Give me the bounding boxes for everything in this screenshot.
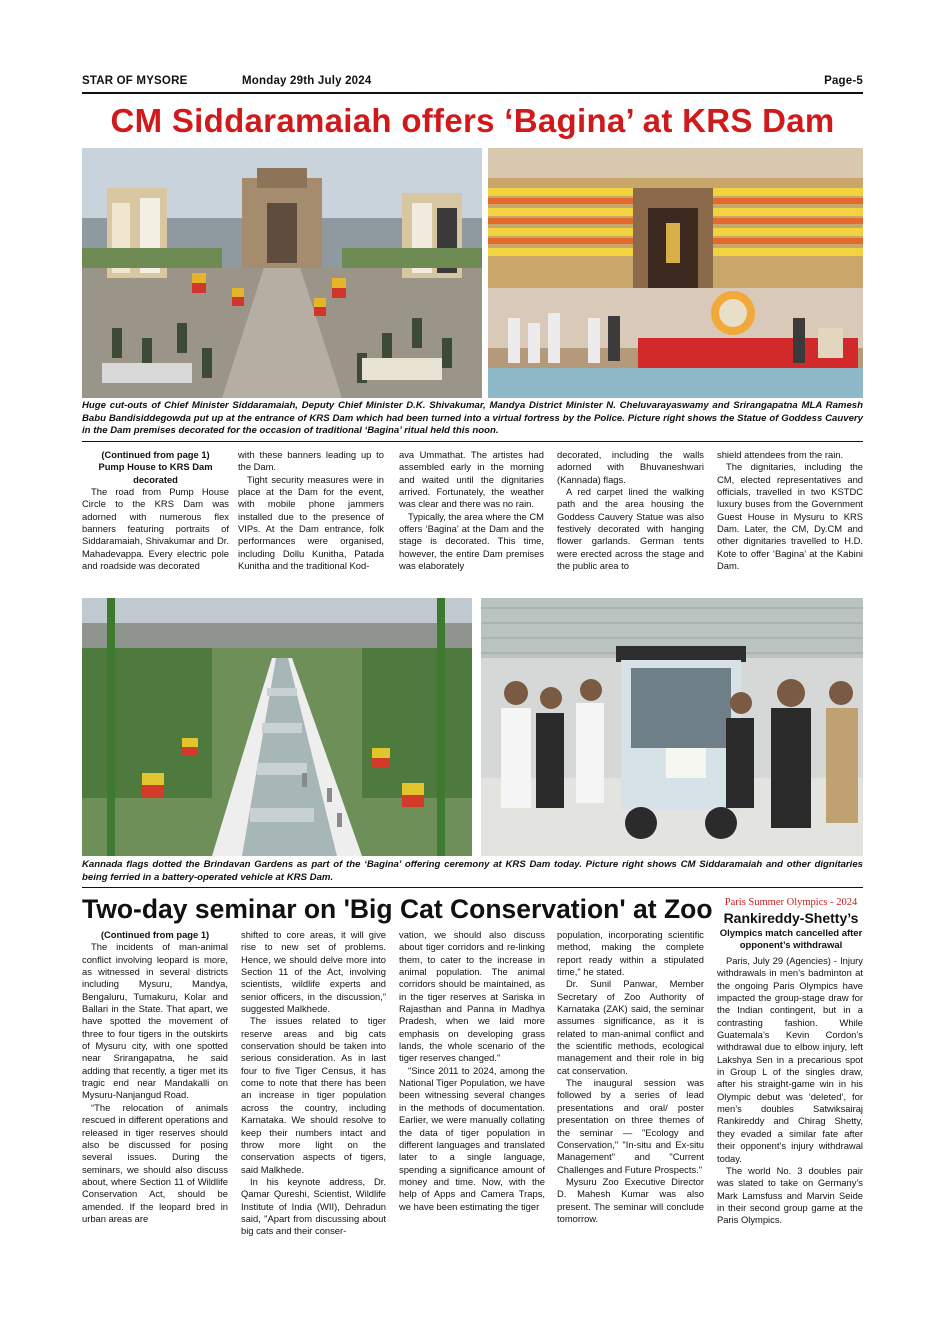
caption-rule-2 bbox=[82, 887, 863, 888]
story1-paragraph: shield attendees from the rain. bbox=[717, 449, 844, 460]
story1-subhead: Pump House to KRS Dam decorated bbox=[98, 461, 213, 485]
story2-headline: Two-day seminar on 'Big Cat Conservation' at Zoo bbox=[82, 894, 713, 924]
story2-column-3 bbox=[399, 929, 545, 1213]
paper-name: STAR OF MYSORE bbox=[82, 75, 188, 87]
story1-continued: (Continued from page 1) bbox=[101, 449, 210, 460]
story2-column-2 bbox=[241, 929, 386, 1238]
story1-paragraph: Tight security measures were in place at the Dam for the event, with mobile phone jammers installed due to the presence of VIPs. At the Dam entrance, folk performances were organised, including Dollu Kunitha, Patada Kunitha and the traditional Kod- bbox=[238, 473, 384, 572]
photo-caption-1: Huge cut-outs of Chief Minister Siddaramaiah, Deputy Chief Minister D.K. Shivakumar, Mandya District Minister N. Cheluvarayaswamy and Srirangapatna MLA Ramesh Babu Bandisiddegowda put up at the entrance of KRS Dam which had been turned into a virtual fortress by the Police. Picture right shows the Statue of Goddess Cauvery in the Dam premises decorated for the occasion of traditional ‘Bagina’ ritual held this noon. bbox=[82, 400, 863, 436]
story1-paragraph: The dignitaries, including the CM, elected representatives and officials, travelled in two KSTDC luxury buses from the Government Guest House in Mysuru to KRS Dam. Later, the CM, Dy.CM and other dignitaries travelled to H.D. Kote to offer ‘Bagina’ at the Kabini Dam. bbox=[717, 461, 863, 572]
story2-paragraph: vation, we should also discuss about tiger corridors and re-linking them, to cater to the increase in animal population. The animal corridors should be maintained, as in the tiger reserves at Sariska in Rajasthan and Panna in Madhya Pradesh, when we laid more emphasis on developing grass lands, the whole scenario of the tiger reserves changed." bbox=[399, 929, 545, 1064]
story1-paragraph: Typically, the area where the CM offers ‘Bagina’ at the Dam and the stage is decorated. This time, however, the entire Dam premises was elaborately bbox=[399, 510, 544, 572]
caption-rule-1 bbox=[82, 441, 863, 442]
story2-column-1 bbox=[82, 929, 228, 1225]
sidebar-paragraph: The world No. 3 doubles pair was slated to take on Germany’s Mark Lamsfuss and Marvin Seide in their second group game at the Paris Olympics. bbox=[717, 1164, 863, 1226]
story2-paragraph: Dr. Sunil Panwar, Member Secretary of Zoo Authority of Karnataka (ZAK) said, the seminar assumes significance, as it is related to man-animal conflict and the scientific methods, ecological management and their role in big cat conservation. bbox=[557, 978, 704, 1076]
sidebar-subtitle: Olympics match cancelled after opponent’s withdrawal bbox=[719, 928, 863, 951]
story1-column-4 bbox=[557, 449, 704, 572]
story2-column-4 bbox=[557, 929, 704, 1225]
story2-paragraph: population, incorporating scientific method, making the complete report ready within a stipulated time," he stated. bbox=[557, 929, 704, 978]
story1-paragraph: The road from Pump House Circle to the KRS Dam was adorned with numerous flex banners featuring portraits of Siddaramaiah, Shivakumar and Dr. Mahadevappa. Every electric pole and roadside was decorated bbox=[82, 486, 229, 572]
story1-column-3 bbox=[399, 449, 544, 572]
story1-column-2 bbox=[238, 449, 384, 572]
battery-vehicle-photo bbox=[481, 598, 863, 856]
page-number: Page-5 bbox=[824, 75, 863, 87]
story1-paragraph: with these banners leading up to the Dam. bbox=[238, 449, 384, 473]
story2-paragraph: The incidents of man-animal conflict involving leopard is more, as witnessed in several districts including Mysuru, Mandya, Bengaluru, Tumakuru, Kolar and Ballari in the State. That apart, we have spotted the movement of three to four tigers in the outskirts of Mysuru city, with one spotted near Srirangapatna, he said adding that recently, a tiger met its tragic end near Mandakalli on Mysuru-Nanjangud Road. bbox=[82, 941, 228, 1101]
masthead bbox=[82, 75, 863, 91]
story2-paragraph: Mysuru Zoo Executive Director D. Mahesh Kumar was also present. The seminar will conclude tomorrow. bbox=[557, 1175, 704, 1224]
sidebar-body bbox=[717, 955, 863, 1227]
sidebar-kicker: Paris Summer Olympics - 2024 bbox=[724, 897, 858, 908]
sidebar-paragraph: Paris, July 29 (Agencies) - Injury withdrawals in men’s badminton at the ongoing Paris Olympics have impacted the group-stage draw for the Indian contingent, but in a contrasting fashion. While Guatemala’s Kevin Cordon’s withdrawal due to elbow injury, left Lakshya Sen in a precarious spot in Group L of the singles draw, after his straight-game win in his Olympic debut was ‘deleted’, for men’s doubles Satwiksairaj Rankireddy and Chirag Shetty, they evaded a similar fate after their opponent’s injury withdrawal today. bbox=[717, 955, 863, 1164]
story2-paragraph: "Since 2011 to 2024, among the National Tiger Population, we have been witnessing several changes in the methods of documentation. Earlier, we were manually collating the data of tiger population in different languages and translated later to a single language, spending a significance amount of money and time. Now, with the help of Apps and Camera Traps, we have been estimating the tiger bbox=[399, 1064, 545, 1212]
story1-paragraph: decorated, including the walls adorned with Bhuvaneshwari (Kannada) flags. bbox=[557, 449, 704, 485]
story2-paragraph: The inaugural session was followed by a series of lead presentations and oral/ poster presentation on three themes of the seminar — "Ecology and Conservation," "In-situ and Ex-situ Management" and "Current Challenges and Future Prospects." bbox=[557, 1077, 704, 1175]
story1-column-1 bbox=[82, 449, 229, 572]
story2-paragraph: In his keynote address, Dr. Qamar Qureshi, Scientist, Wildlife Institute of India (WII), Dehradun said, "Apart from discussing about big cats and their conser- bbox=[241, 1175, 386, 1237]
brindavan-gardens-photo bbox=[82, 598, 472, 856]
story2-paragraph: shifted to core areas, it will give rise to new set of problems. Hence, we should delve more into Section 11 of the Act, involving scientists, wildlife experts and senior officers, in the discussion,” suggested Malkhede. bbox=[241, 929, 386, 1015]
story2-paragraph: The issues related to tiger reserve areas and big cats conservation should be taken into serious consideration. As in last four to five Tiger Census, it has come to note that there has been an increase in tiger population across the country, including Karnataka. We should resolve to keep their numbers intact and throw more light on the conservation aspects of tigers, said Malkhede. bbox=[241, 1015, 386, 1175]
story2-paragraph: “The relocation of animals rescued in different operations and released in tiger reserves should also be discussed for posing several issues. During the seminars, we should also discuss about, where Section 11 of Wildlife Conservation Act, should be amended. If the leopard bred in urban areas are bbox=[82, 1101, 228, 1224]
story1-paragraph: A red carpet lined the walking path and the area housing the Goddess Cauvery Statue was also festively decorated with hanging flower garlands. German tents were erected across the stage and the public area to bbox=[557, 486, 704, 572]
issue-date: Monday 29th July 2024 bbox=[242, 75, 372, 87]
story2-continued: (Continued from page 1) bbox=[100, 929, 210, 940]
story1-headline: CM Siddaramaiah offers ‘Bagina’ at KRS Dam bbox=[110, 102, 835, 139]
story1-column-5 bbox=[717, 449, 863, 572]
dam-entrance-photo bbox=[82, 148, 482, 398]
masthead-rule bbox=[82, 92, 863, 94]
sidebar-title: Rankireddy-Shetty’s bbox=[723, 910, 859, 926]
goddess-statue-photo bbox=[488, 148, 863, 398]
photo-caption-2: Kannada flags dotted the Brindavan Gardens as part of the ‘Bagina’ offering ceremony at KRS Dam today. Picture right shows CM Siddaramaiah and other dignitaries being ferried in a battery-operated vehicle at KRS Dam. bbox=[82, 859, 863, 883]
story1-paragraph: ava Ummathat. The artistes had assembled early in the morning and waited until the dignitaries arrived. Fortunately, the weather was clear and there was no rain. bbox=[399, 449, 544, 510]
